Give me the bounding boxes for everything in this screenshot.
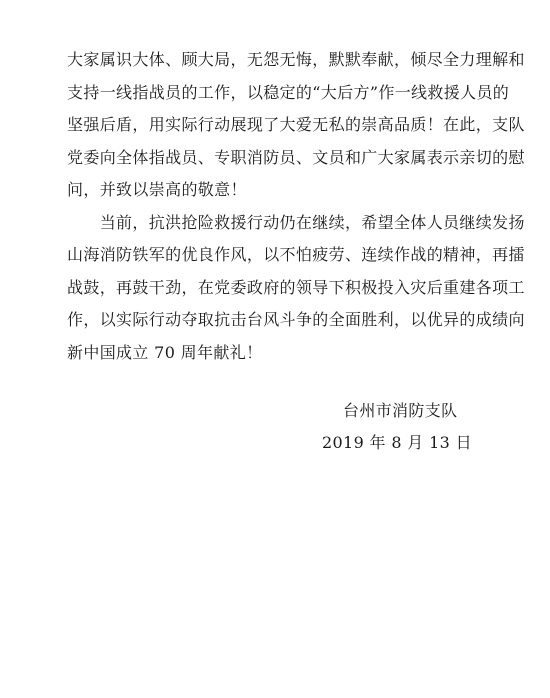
body-line-6: 当前，抗洪抢险救援行动仍在继续，希望全体人员继续发扬 [67, 213, 525, 232]
body-line-3: 坚强后盾，用实际行动展现了大爱无私的崇高品质！在此，支队 [67, 115, 525, 134]
body-line-5: 问，并致以崇高的敬意！ [67, 180, 247, 199]
body-line-2: 支持一线指战员的工作，以稳定的“大后方”作一线救援人员的 [67, 83, 510, 102]
signature-date: 2019 年 8 月 13 日 [322, 433, 472, 452]
body-line-1: 大家属识大体、顾大局，无怨无悔，默默奉献，倾尽全力理解和 [67, 50, 525, 69]
body-line-9: 作，以实际行动夺取抗击台风斗争的全面胜利，以优异的成绩向 [67, 310, 525, 329]
signature-organization: 台州市消防支队 [343, 401, 458, 420]
body-line-7: 山海消防铁军的优良作风，以不怕疲劳、连续作战的精神，再擂 [67, 245, 525, 264]
body-line-10: 新中国成立 70 周年献礼！ [67, 343, 263, 362]
body-line-4: 党委向全体指战员、专职消防员、文员和广大家属表示亲切的慰 [67, 148, 525, 167]
body-line-8: 战鼓，再鼓干劲，在党委政府的领导下积极投入灾后重建各项工 [67, 278, 525, 297]
